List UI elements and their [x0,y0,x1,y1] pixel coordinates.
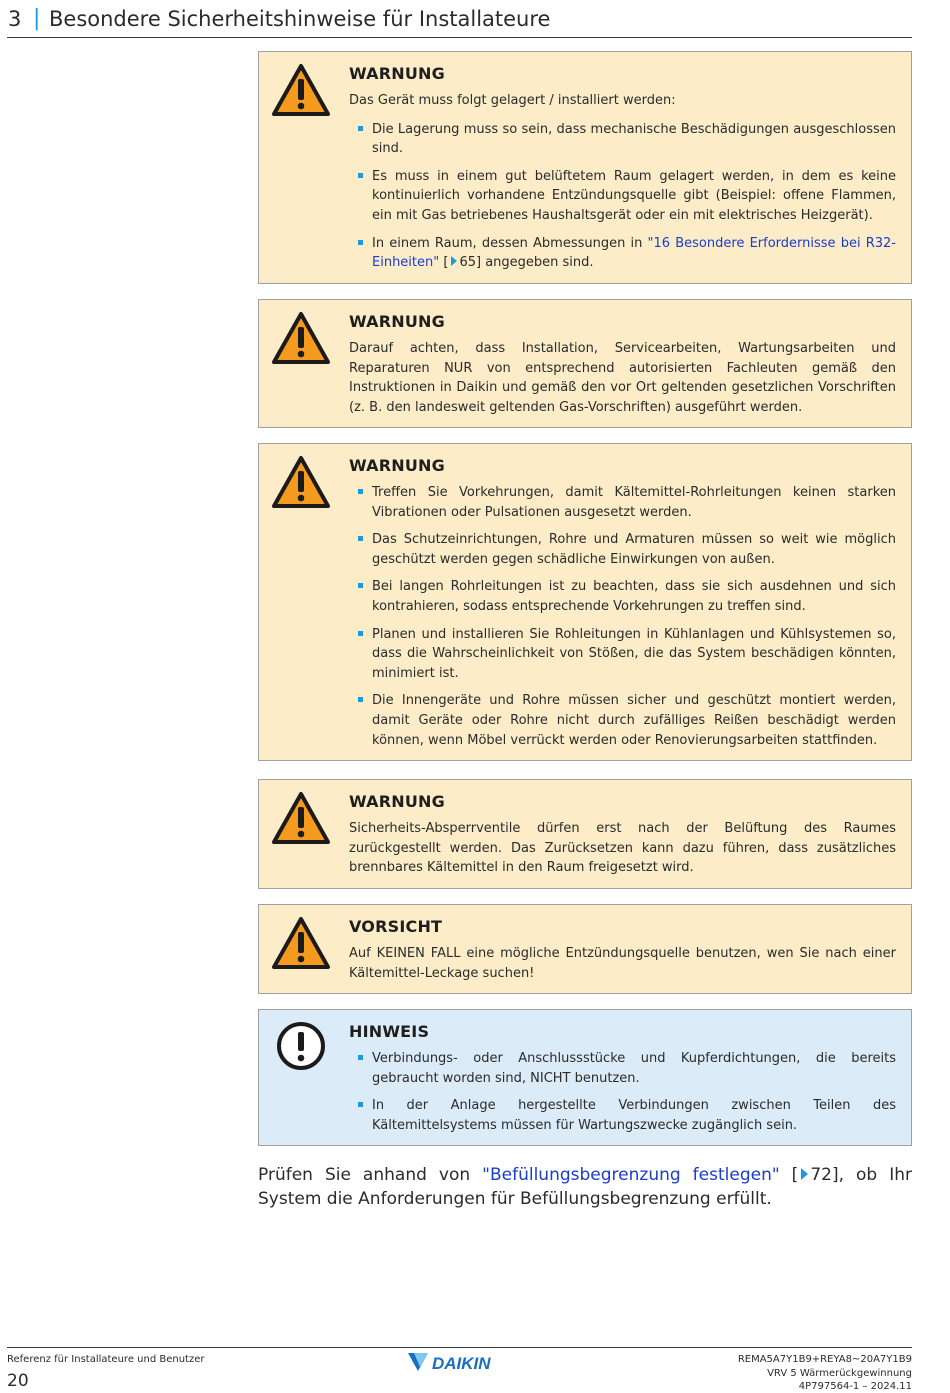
list-item: In der Anlage hergestellte Verbindungen zwischen Teilen des Kältemittelsystems müssen für Wartungszwecke zugänglich sein. [349,1096,896,1135]
box-title: WARNUNG [349,792,445,811]
page-arrow-icon [801,1168,808,1180]
cross-reference-link[interactable]: "16 Besondere Erfordernisse bei R32-Einheiten" [372,235,896,271]
list-item: Treffen Sie Vorkehrungen, damit Kältemittel-Rohrleitungen keinen starken Vibrationen oder Pulsationen ausgesetzt werden. [349,483,896,522]
footer-doc-code: 4P797564-1 – 2024.11 [798,1381,912,1392]
page-reference[interactable]: 72] [810,1165,839,1185]
box-title: HINWEIS [349,1022,430,1041]
footer-divider [7,1347,912,1348]
list-item: Die Lagerung muss so sein, dass mechanische Beschädigungen ausgeschlossen sind. [349,120,896,159]
bullet-list [349,1049,896,1135]
footer-model: REMA5A7Y1B9+REYA8~20A7Y1B9 [737,1354,912,1365]
cross-reference-link[interactable]: "Befüllungsbegrenzung festlegen" [482,1165,780,1185]
list-item: Planen und installieren Sie Rohleitungen in Kühlanlagen und Kühlsystemen so, dass die Wahrscheinlichkeit von Stößen, die das System beschädigen könnten, minimiert ist. [349,625,896,684]
caution-box-ignition [258,904,912,994]
box-text: Darauf achten, dass Installation, Servicearbeiten, Wartungsarbeiten und Reparaturen NUR von entsprechend autorisierten Fachleuten gemäß den Instruktionen in Daikin und gemäß den vor Ort geltenden gesetzlichen Vorschriften (z. B. den landesweit geltenden Gas-Vorschriften) ausgeführt werden. [349,341,896,415]
warning-box-shutoff-valves [258,779,912,889]
body-paragraph [258,1163,912,1211]
box-intro: Das Gerät muss folgt gelagert / installiert werden: [349,93,676,108]
list-item: Es muss in einem gut belüftetem Raum gelagert werden, in dem es keine kontinuierlich vorhandene Entzündungsquelle gibt (Beispiel: offene Flammen, ein mit Gas betriebenes Haushaltsgerät oder ein mit elektrisches Heizgerät). [349,167,896,226]
box-text: Sicherheits-Absperrventile dürfen erst nach der Belüftung des Raumes zurückgestellt werden. Das Zurücksetzen kann dazu führen, dass zusätzliches brennbares Kältemittel in den Raum freigesetzt wird. [349,821,896,876]
list-item-text: In einem Raum, dessen Abmessungen in [372,235,648,251]
box-text: Auf KEINEN FALL eine mögliche Entzündungsquelle benutzen, wen Sie nach einer Kältemittel-Leckage suchen! [349,946,896,981]
warning-triangle-icon [271,311,331,365]
bracket-open: [ [439,255,449,271]
warning-triangle-icon [271,791,331,845]
bullet-list [349,120,896,273]
list-item: Die Innengeräte und Rohre müssen sicher und geschützt montiert werden, damit Geräte oder Rohre nicht durch zufälliges Reißen beschädigt werden können, wenn Möbel verrückt werden oder Renovierungsarbeiten stattfinden. [349,691,896,750]
warning-box-storage [258,51,912,284]
footer-document-title: Referenz für Installateure und Benutzer [7,1354,205,1365]
body-text: Prüfen Sie anhand von [258,1165,483,1185]
body-text: , ob Ihr System die Anforderungen für Befüllungsbegrenzung erfüllt. [258,1165,912,1209]
chapter-number: 3 [8,7,22,31]
box-title: WARNUNG [349,456,445,475]
chapter-title: Besondere Sicherheitshinweise für Installateure [49,7,551,31]
bracket-open: [ [779,1165,799,1185]
exclamation-circle-icon [271,1021,331,1075]
daikin-logo [408,1351,513,1373]
page-number: 20 [7,1371,29,1391]
logo-text: DAIKIN [432,1354,491,1373]
warning-triangle-icon [271,63,331,117]
bullet-list [349,483,896,750]
footer-product: VRV 5 Wärmerückgewinnung [767,1367,912,1379]
chapter-separator: | [33,6,41,31]
list-item: Bei langen Rohrleitungen ist zu beachten, dass sie sich ausdehnen und sich kontrahieren, sodass entsprechende Vorkehrungen zu treffen sind. [349,577,896,616]
page-arrow-icon [451,256,457,266]
list-item [349,234,896,273]
warning-box-authorized-personnel [258,299,912,428]
box-title: WARNUNG [349,64,445,83]
page-header [7,6,912,38]
page-reference[interactable]: 65] [459,255,482,271]
list-item-text: angegeben sind. [481,255,594,271]
footer-model-info [738,1353,912,1393]
warning-triangle-icon [271,455,331,509]
box-title: VORSICHT [349,917,443,936]
list-item: Das Schutzeinrichtungen, Rohre und Armaturen müssen so weit wie möglich geschützt werden gegen schädliche Einwirkungen von außen. [349,530,896,569]
notice-box-fittings [258,1009,912,1146]
warning-triangle-icon [271,916,331,970]
box-title: WARNUNG [349,312,445,331]
warning-box-piping [258,443,912,761]
list-item: Verbindungs- oder Anschlussstücke und Kupferdichtungen, die bereits gebraucht worden sind, NICHT benutzen. [349,1049,896,1088]
